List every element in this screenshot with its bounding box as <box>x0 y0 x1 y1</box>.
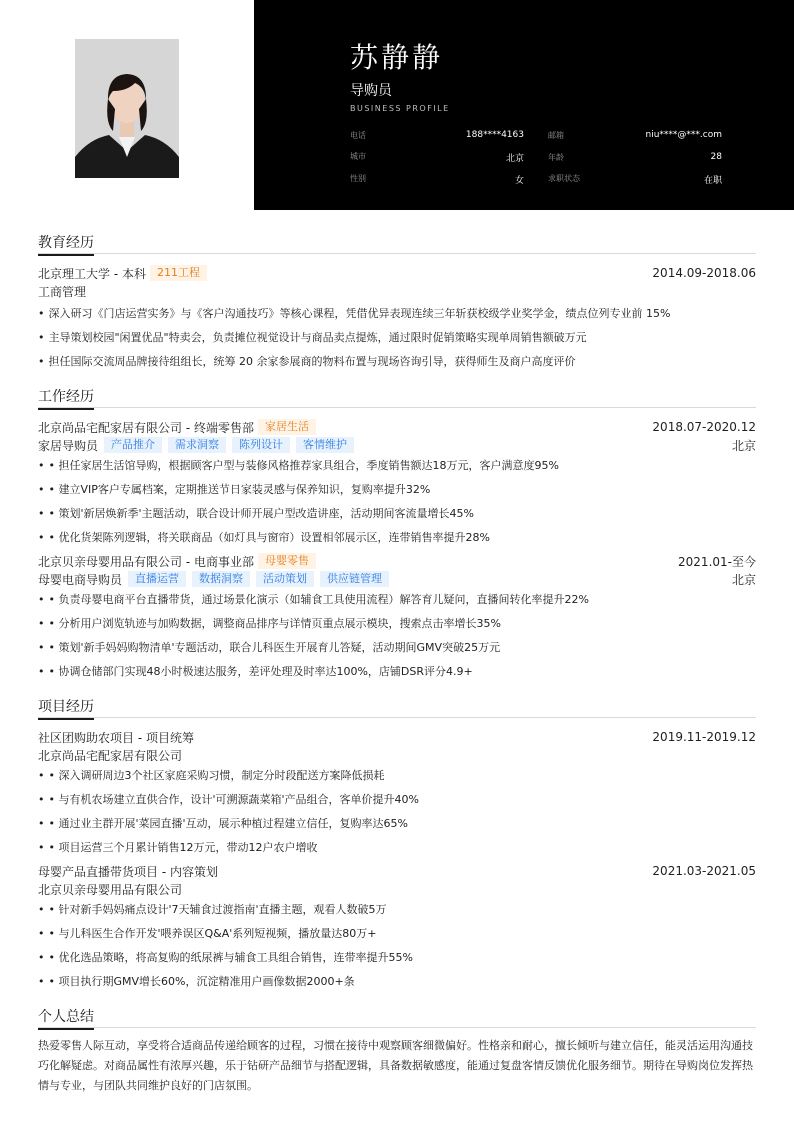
list-item: • • 深入调研周边3个社区家庭采购习惯，制定分时段配送方案降低损耗 <box>38 769 385 782</box>
info-label: 求职状态 <box>548 173 580 183</box>
major: 工商管理 <box>38 284 87 299</box>
skill-tag: 产品推介 <box>104 437 162 453</box>
info-label: 性别 <box>350 173 366 183</box>
info-value: 在职 <box>703 175 722 186</box>
section-title: 工作经历 <box>38 386 756 408</box>
education-header <box>38 264 756 282</box>
project-date: 2019.11-2019.12 <box>652 730 756 744</box>
info-value: niu****@***.com <box>645 129 722 140</box>
job-bullets <box>38 588 756 684</box>
list-item: • • 通过业主群开展'菜园直播'互动，展示种植过程建立信任，复购率达65% <box>38 817 408 830</box>
project-header <box>38 862 756 880</box>
company-name: 北京尚品宅配家居有限公司 - 终端零售部 <box>38 420 254 435</box>
school-name: 北京理工大学 - 本科 <box>38 266 146 281</box>
list-item: • 主导策划校园"闲置优品"特卖会，负责摊位视觉设计与商品卖点提炼，通过限时促销策略实现单周销售额破万元 <box>38 331 587 344</box>
list-item: • 深入研习《门店运营实务》与《客户沟通技巧》等核心课程，凭借优异表现连续三年斩获校级学业奖学金，绩点位列专业前 15% <box>38 307 671 320</box>
job-position: 家居导购员 <box>38 438 99 453</box>
industry-tag: 母婴零售 <box>258 553 316 569</box>
skill-tag: 活动策划 <box>256 571 314 587</box>
info-row <box>350 168 722 190</box>
info-label: 城市 <box>350 151 366 161</box>
skill-tag: 直播运营 <box>128 571 186 587</box>
skill-tag: 供应链管理 <box>320 571 389 587</box>
info-value: 北京 <box>505 153 524 164</box>
education-date: 2014.09-2018.06 <box>652 266 756 280</box>
job-subheader <box>38 436 756 454</box>
job-header <box>38 552 756 570</box>
list-item: • • 针对新手妈妈痛点设计'7天辅食过渡指南'直播主题，观看人数破5万 <box>38 903 387 916</box>
projects-section <box>38 696 756 994</box>
school-tag: 211工程 <box>150 265 207 281</box>
job-header <box>38 418 756 436</box>
job-position: 母婴电商导购员 <box>38 572 123 587</box>
summary-section <box>38 1006 756 1096</box>
project-bullets <box>38 764 756 860</box>
candidate-name: 苏静静 <box>350 41 444 74</box>
skill-tag: 数据洞察 <box>192 571 250 587</box>
project-name: 社区团购助农项目 - 项目统筹 <box>38 730 194 745</box>
info-row <box>350 124 722 146</box>
info-label: 邮箱 <box>548 130 564 140</box>
info-value: 女 <box>514 175 524 186</box>
header-panel <box>254 0 794 210</box>
job-bullets <box>38 454 756 550</box>
list-item: • • 策划'新手妈妈购物清单'专题活动，联合儿科医生开展育儿答疑，活动期间GMV突破25万元 <box>38 641 501 654</box>
skill-tag: 客情维护 <box>296 437 354 453</box>
job-date: 2021.01-至今 <box>678 554 756 569</box>
education-section <box>38 232 756 374</box>
list-item: • • 策划'新居焕新季'主题活动，联合设计师开展户型改造讲座，活动期间客流量增长45% <box>38 507 474 520</box>
info-label: 年龄 <box>548 152 564 162</box>
company-name: 北京贝亲母婴用品有限公司 - 电商事业部 <box>38 554 254 569</box>
info-value: 188****4163 <box>465 129 524 140</box>
work-section <box>38 386 756 684</box>
list-item: • • 负责母婴电商平台直播带货，通过场景化演示（如辅食工具使用流程）解答育儿疑问，直播间转化率提升22% <box>38 593 589 606</box>
info-label: 电话 <box>350 130 366 140</box>
project-name: 母婴产品直播带货项目 - 内容策划 <box>38 864 218 879</box>
list-item: • • 建立VIP客户专属档案，定期推送节日家装灵感与保养知识，复购率提升32% <box>38 483 431 496</box>
list-item: • • 与儿科医生合作开发'喂养误区Q&A'系列短视频，播放量达80万+ <box>38 927 377 940</box>
section-title: 教育经历 <box>38 232 756 254</box>
job-date: 2018.07-2020.12 <box>652 420 756 434</box>
list-item: • • 与有机农场建立直供合作，设计'可溯源蔬菜箱'产品组合，客单价提升40% <box>38 793 419 806</box>
list-item: • • 协调仓储部门实现48小时极速达服务，差评处理及时率达100%，店铺DSR评分4.9+ <box>38 665 473 678</box>
section-title: 项目经历 <box>38 696 756 718</box>
project-org: 北京尚品宅配家居有限公司 <box>38 748 183 763</box>
job-city: 北京 <box>731 438 756 453</box>
section-title: 个人总结 <box>38 1006 756 1028</box>
list-item: • • 项目执行期GMV增长60%，沉淀精准用户画像数据2000+条 <box>38 975 355 988</box>
industry-tag: 家居生活 <box>258 419 316 435</box>
list-item: • • 项目运营三个月累计销售12万元，带动12户农户增收 <box>38 841 318 854</box>
job-subheader <box>38 570 756 588</box>
job-city: 北京 <box>731 572 756 587</box>
list-item: • • 担任家居生活馆导购，根据顾客户型与装修风格推荐家具组合，季度销售额达18万元，客户满意度95% <box>38 459 559 472</box>
info-value: 28 <box>710 151 722 162</box>
project-date: 2021.03-2021.05 <box>652 864 756 878</box>
skill-tag: 需求洞察 <box>168 437 226 453</box>
list-item: • • 优化选品策略，将高复购的纸尿裤与辅食工具组合销售，连带率提升55% <box>38 951 413 964</box>
info-row <box>350 146 722 168</box>
education-bullets <box>38 302 756 374</box>
list-item: • • 优化货架陈列逻辑，将关联商品（如灯具与窗帘）设置相邻展示区，连带销售率提升28% <box>38 531 490 544</box>
profile-photo <box>75 39 179 178</box>
contact-info <box>350 124 722 190</box>
list-item: • 担任国际交流周品牌接待组组长，统筹 20 余家参展商的物料布置与现场咨询引导，获得师生及商户高度评价 <box>38 355 576 368</box>
project-org: 北京贝亲母婴用品有限公司 <box>38 882 183 897</box>
project-bullets <box>38 898 756 994</box>
skill-tag: 陈列设计 <box>232 437 290 453</box>
list-item: • • 分析用户浏览轨迹与加购数据，调整商品排序与详情页重点展示模块，搜索点击率增长35% <box>38 617 501 630</box>
header-subtitle: BUSINESS PROFILE <box>350 104 450 113</box>
candidate-role: 导购员 <box>350 83 392 99</box>
project-header <box>38 728 756 746</box>
summary-text: 热爱零售人际互动，享受将合适商品传递给顾客的过程，习惯在接待中观察顾客细微偏好。性格亲和耐心，擅长倾听与建立信任，能灵活运用沟通技巧化解疑虑。对商品属性有浓厚兴趣，乐于钻研产品细节与搭配逻辑，具备数据敏感度，能通过复盘客情反馈优化服务细节。期待在导购岗位发挥热情与专业，与团队共同维护良好的门店氛围。 <box>38 1039 753 1092</box>
